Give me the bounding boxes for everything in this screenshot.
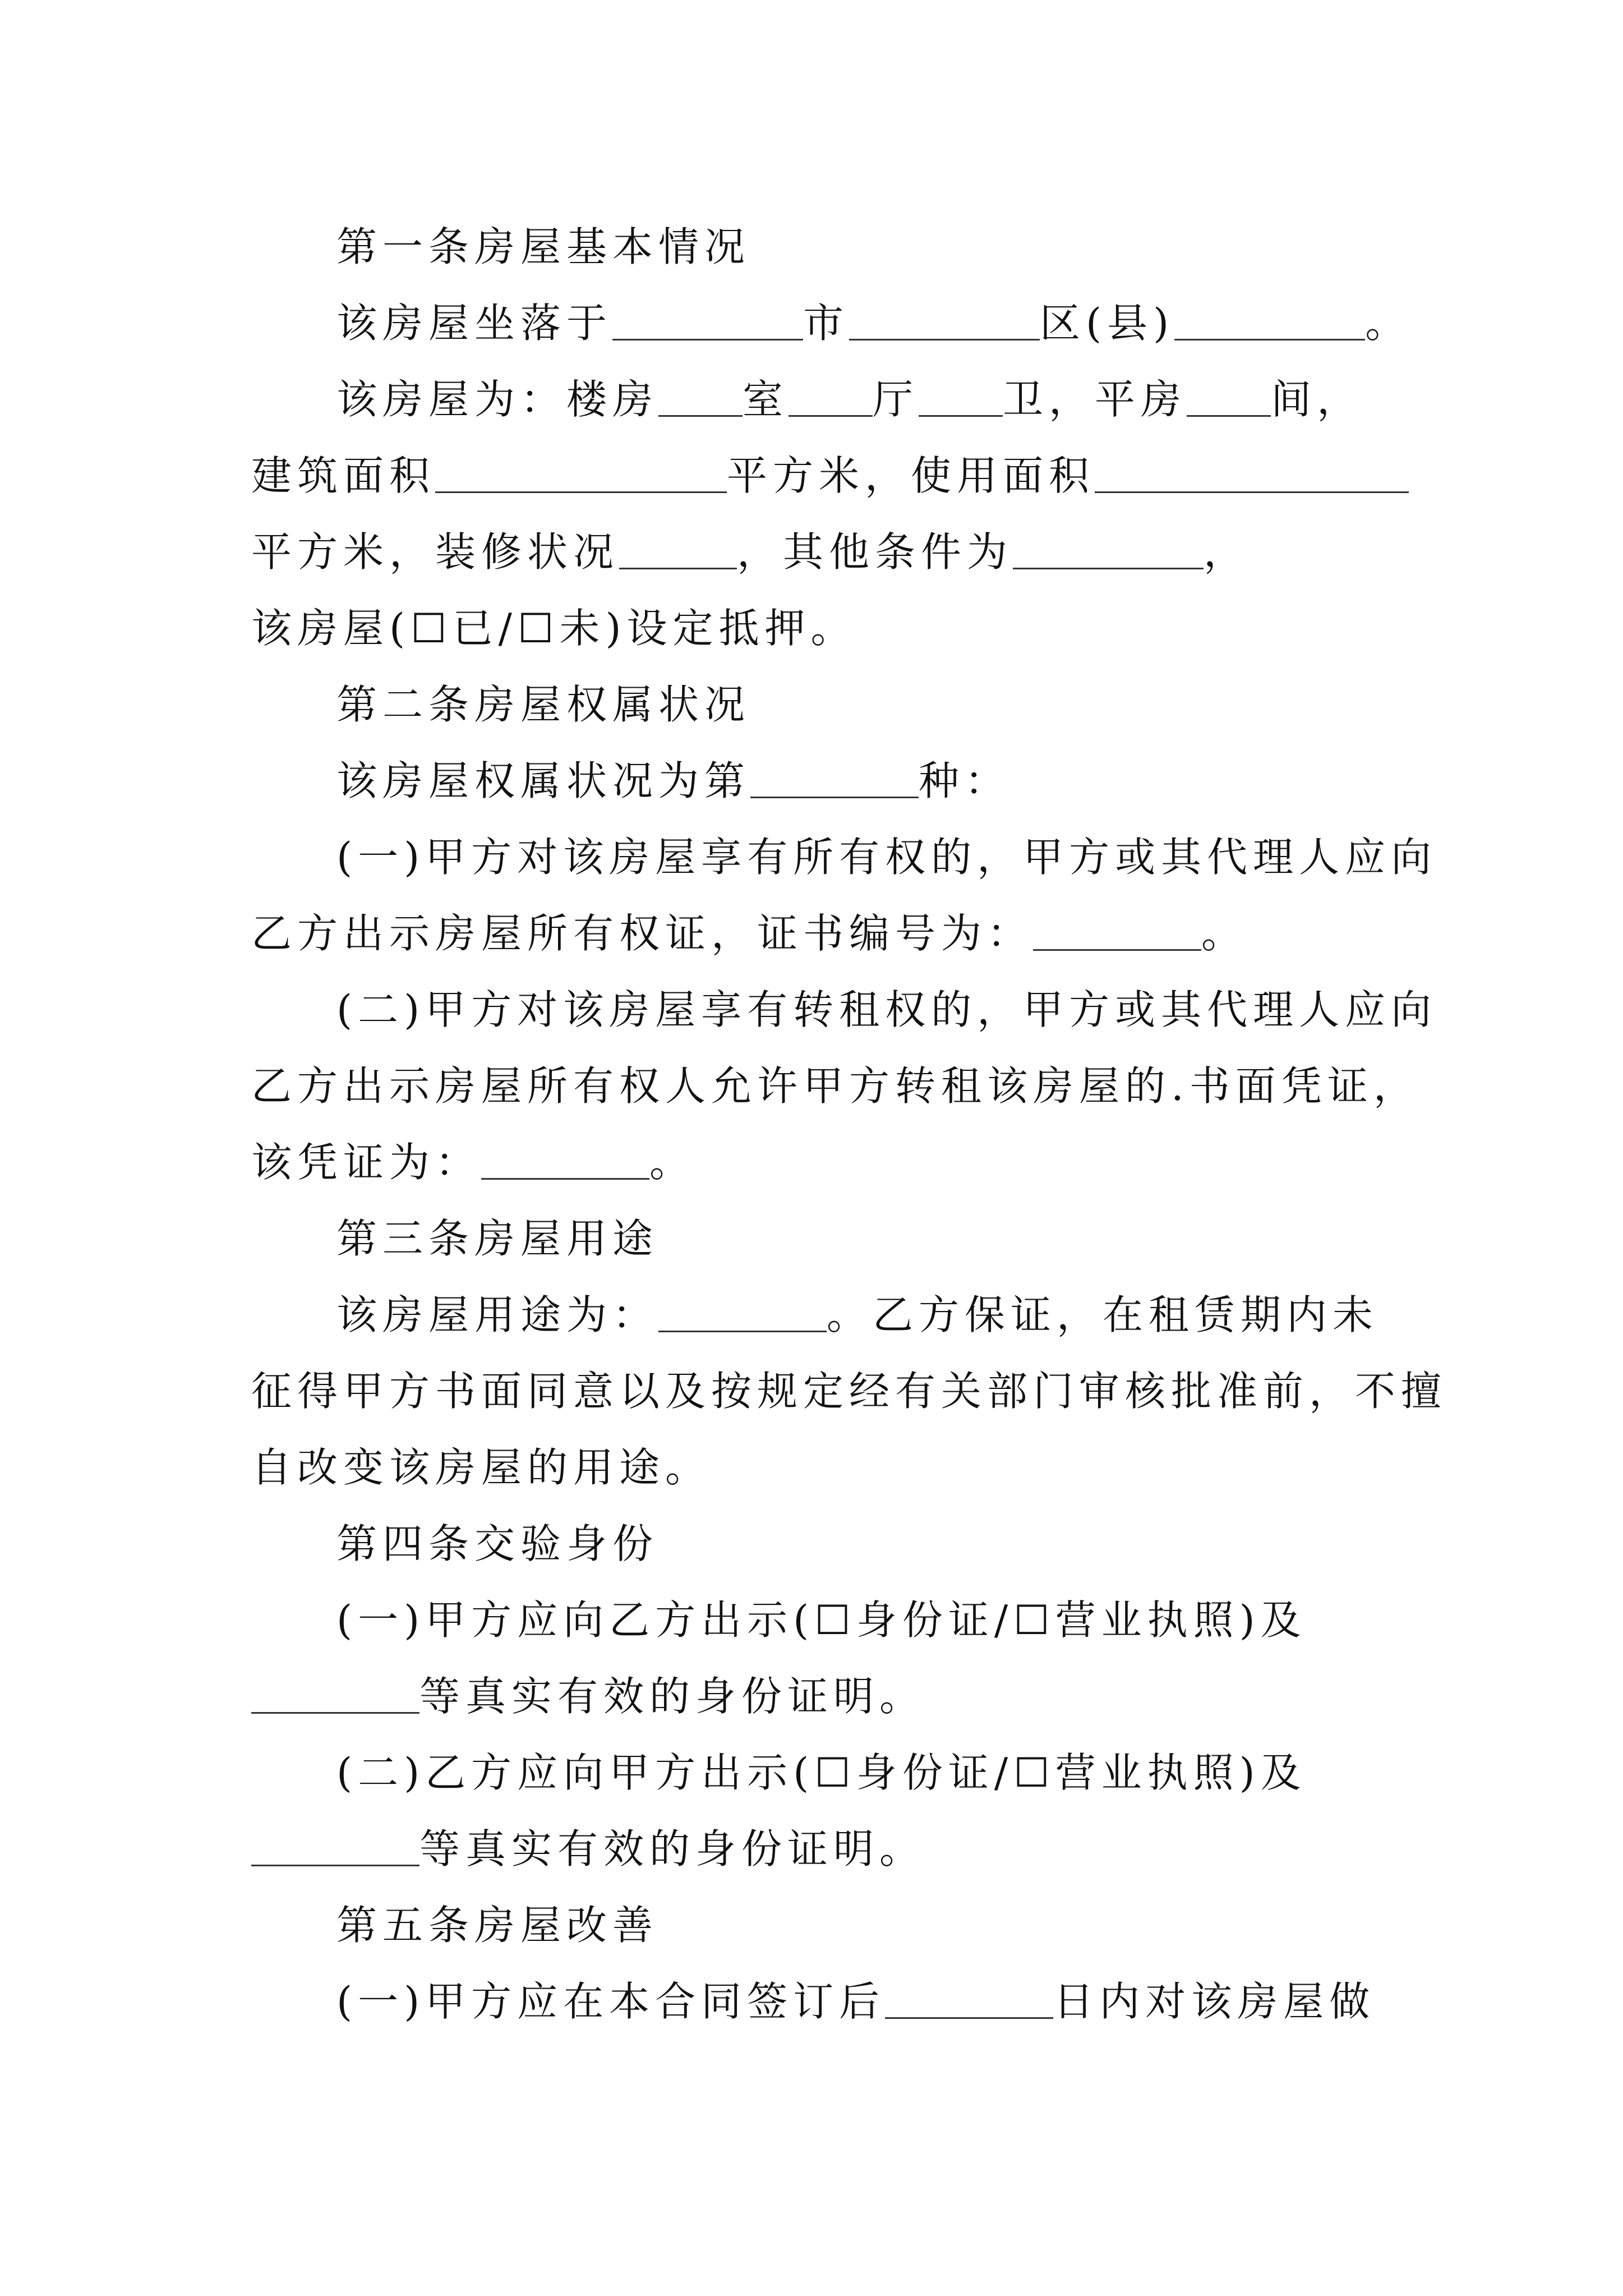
article-2-item-2-line-2: 乙方出示房屋所有权人允许甲方转租该房屋的.书面凭证， <box>251 1062 1419 1110</box>
article-3-line-1: 该房屋用途为： 。乙方保证，在租赁期内未 <box>336 1291 1379 1338</box>
article-4-item-2-line-1: (二)乙方应向甲方出示(☐身份证/☐营业执照)及 <box>336 1749 1307 1796</box>
article-3-heading: 第三条房屋用途 <box>336 1215 659 1262</box>
decoration-blank <box>619 565 737 569</box>
address-blank <box>1174 337 1365 341</box>
usage-blank <box>658 1328 827 1332</box>
article-2-item-1-line-1: (一)甲方对该房屋享有所有权的，甲方或其代理人应向 <box>336 834 1437 881</box>
article-1-location-line: 该房屋坐落于 市 区(县) 。 <box>336 300 1412 347</box>
article-4-item-1-line-1: (一)甲方应向乙方出示(☐身份证/☐营业执照)及 <box>336 1596 1307 1644</box>
building-area-blank <box>435 489 727 493</box>
rooms-blank <box>658 413 743 417</box>
baths-blank <box>919 413 1003 417</box>
certificate-number-blank <box>1033 947 1201 951</box>
article-1-rooms-line: 该房屋为：楼房 室 厅 卫，平房 间， <box>336 376 1363 423</box>
party-a-id-blank <box>251 1710 419 1714</box>
article-4-item-1-line-2: 等真实有效的身份证明。 <box>251 1663 1395 1730</box>
city-blank <box>612 337 803 341</box>
district-blank <box>849 337 1040 341</box>
article-1-mortgage-line: 该房屋(☐已/☐未)设定抵押。 <box>251 605 857 652</box>
article-3-line-3: 自改变该房屋的用途。 <box>251 1444 712 1491</box>
article-2-item-2-line-1: (二)甲方对该房屋享有转租权的，甲方或其代理人应向 <box>336 986 1437 1033</box>
ownership-type-blank <box>750 794 919 798</box>
other-conditions-blank <box>1013 565 1204 569</box>
voucher-blank <box>481 1176 649 1180</box>
article-2-heading: 第二条房屋权属状况 <box>336 681 751 728</box>
improvement-days-blank <box>885 2015 1053 2019</box>
article-4-item-2-line-2: 等真实有效的身份证明。 <box>251 1815 1395 1883</box>
article-2-item-2-line-3: 该凭证为： 。 <box>251 1139 696 1186</box>
article-1-heading: 第一条房屋基本情况 <box>336 223 751 270</box>
article-4-heading: 第四条交验身份 <box>336 1520 659 1567</box>
article-5-heading: 第五条房屋改善 <box>336 1902 659 1949</box>
article-3-line-2: 征得甲方书面同意以及按规定经有关部门审核批准前，不擅 <box>251 1368 1447 1415</box>
party-b-id-blank <box>251 1862 419 1866</box>
article-1-area-line: 建筑面积 平方米，使用面积 <box>251 442 1395 509</box>
article-1-condition-line: 平方米，装修状况 ，其他条件为 ， <box>251 528 1250 576</box>
bungalow-rooms-blank <box>1187 413 1271 417</box>
usable-area-blank <box>1095 489 1409 493</box>
article-2-item-1-line-2: 乙方出示房屋所有权证，证书编号为： 。 <box>251 910 1248 957</box>
article-2-type-line: 该房屋权属状况为第 种： <box>336 757 1011 804</box>
halls-blank <box>789 413 873 417</box>
article-5-item-1-line-1: (一)甲方应在本合同签订后 日内对该房屋做 <box>336 1978 1376 2025</box>
